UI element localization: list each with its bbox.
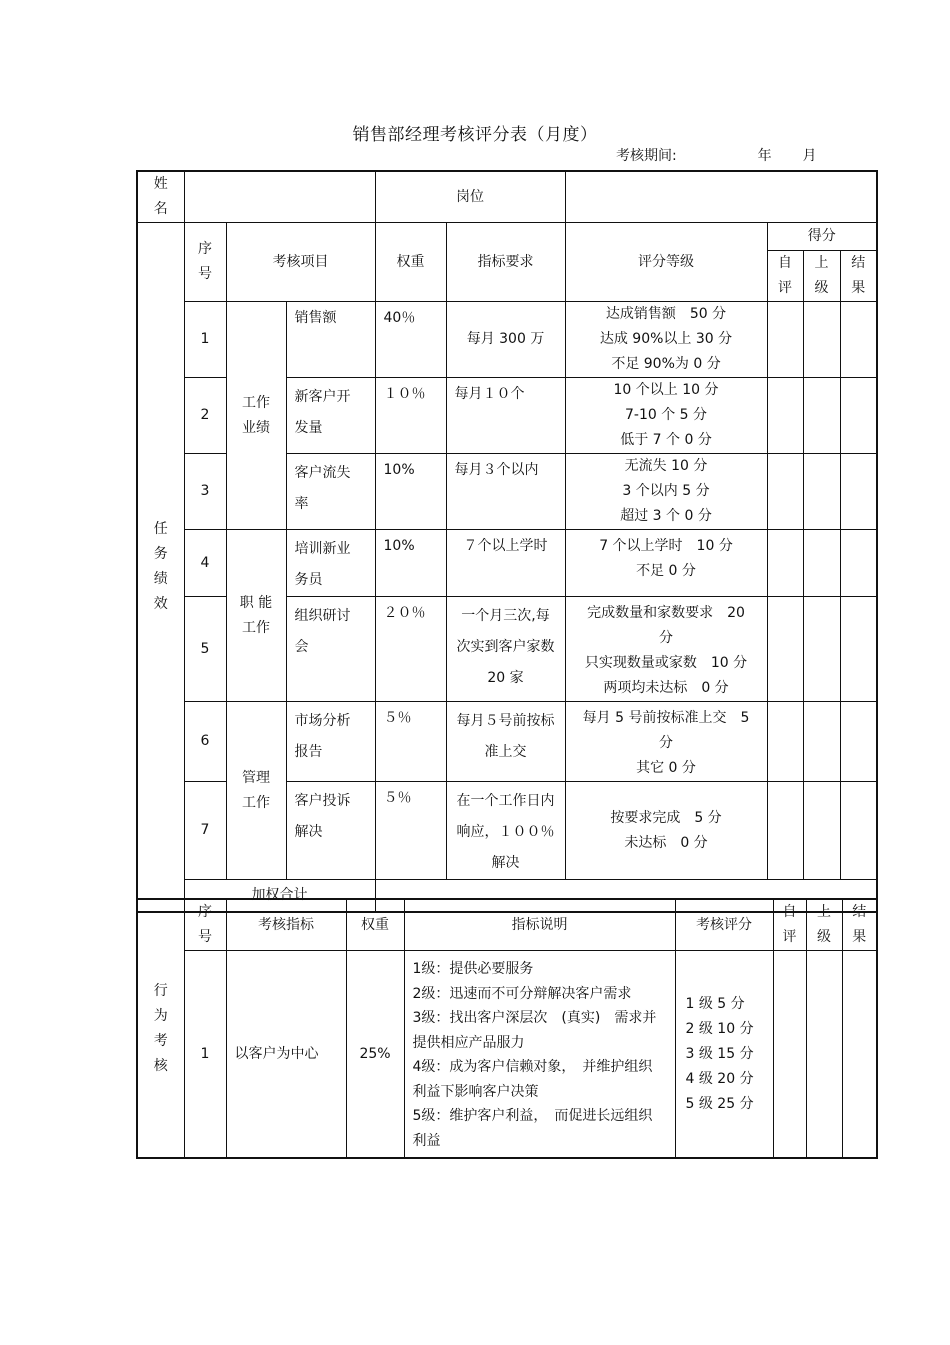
position-label: 岗位 [375,171,565,223]
score-result[interactable] [840,530,877,597]
row-item: 市场分析报告 [286,702,375,782]
col-grade: 评分等级 [565,223,767,302]
score-self[interactable] [767,302,803,378]
score-self[interactable] [767,454,803,530]
col-requirement: 指标要求 [446,223,565,302]
col-item: 考核项目 [226,223,375,302]
row-indicator: 以客户为中心 [226,951,346,1159]
row-item: 培训新业务员 [286,530,375,597]
score-superior[interactable] [803,302,840,378]
position-field[interactable] [565,171,877,223]
row-seq: 3 [184,454,226,530]
table-row [137,951,877,1159]
row-seq: 7 [184,782,226,880]
col-score: 得分 [767,223,877,251]
row-grade: 无流失 10 分 3 个以内 5 分 超过 3 个 0 分 [565,454,767,530]
score-superior[interactable] [803,378,840,454]
row-weight: ２０％ [375,597,446,702]
name-field[interactable] [184,171,375,223]
col-seq: 序号 [184,899,226,951]
col-result: 结果 [842,899,877,951]
row-requirement: 每月 300 万 [446,302,565,378]
row-grade: 完成数量和家数要求 20 分 只实现数量或家数 10 分 两项均未达标 0 分 [565,597,767,702]
row-seq: 1 [184,951,226,1159]
score-result[interactable] [840,302,877,378]
col-indicator: 考核指标 [226,899,346,951]
behavior-section-label: 行为考核 [137,899,184,1158]
row-weight: 10% [375,454,446,530]
assessment-period [616,145,817,165]
col-superior: 上级 [803,251,840,302]
row-weight: 10% [375,530,446,597]
row-item: 客户投诉解决 [286,782,375,880]
score-self[interactable] [767,378,803,454]
col-self: 自评 [767,251,803,302]
col-weight: 权重 [375,223,446,302]
col-superior: 上级 [806,899,842,951]
row-seq: 5 [184,597,226,702]
score-result[interactable] [842,951,877,1159]
score-result[interactable] [840,454,877,530]
task-performance-table [136,170,878,913]
row-item: 销售额 [286,302,375,378]
row-weight: ５％ [375,782,446,880]
row-seq: 4 [184,530,226,597]
col-seq: 序号 [184,223,226,302]
table-row [137,302,877,378]
score-self[interactable] [767,702,803,782]
group-label: 职 能工作 [226,530,286,702]
name-label: 姓名 [137,171,184,223]
period-year: 年 [757,148,772,164]
score-superior[interactable] [803,782,840,880]
col-result: 结果 [840,251,877,302]
row-grade: 达成销售额 50 分 达成 90%以上 30 分 不足 90%为 0 分 [565,302,767,378]
row-requirement: 在一个工作日内响应，１００％解决 [446,782,565,880]
row-seq: 6 [184,702,226,782]
row-requirement: ７个以上学时 [446,530,565,597]
score-self[interactable] [767,597,803,702]
score-superior[interactable] [803,597,840,702]
row-seq: 2 [184,378,226,454]
row-seq: 1 [184,302,226,378]
row-weight: １０％ [375,378,446,454]
page-title: 销售部经理考核评分表（月度） [352,125,598,145]
row-requirement: 每月１０个 [446,378,565,454]
score-result[interactable] [840,597,877,702]
group-label: 工作业绩 [226,302,286,530]
table-row [137,702,877,782]
task-section-label: 任务绩效 [137,223,184,912]
score-superior[interactable] [803,702,840,782]
row-requirement: 一个月三次,每次实到客户家数 20 家 [446,597,565,702]
row-item: 新客户开发量 [286,378,375,454]
row-description: 1级：提供必要服务 2级：迅速而不可分辩解决客户需求 3级：找出客户深层次 (真实) 需求并提供相应产品服力 4级：成为客户信赖对象， 并维护组织利益下影响客户决策 5级：维护客户利益， 而促进长远组织利益 [404,951,675,1159]
row-weight: 40％ [375,302,446,378]
period-month: 月 [802,148,817,164]
score-result[interactable] [840,378,877,454]
score-superior[interactable] [803,530,840,597]
period-label: 考核期间: [616,148,677,164]
row-item: 组织研讨会 [286,597,375,702]
score-result[interactable] [840,782,877,880]
row-grade: 7 个以上学时 10 分 不足 0 分 [565,530,767,597]
behavior-table [136,898,878,1159]
table-row [137,530,877,597]
row-item: 客户流失率 [286,454,375,530]
score-self[interactable] [767,530,803,597]
row-requirement: 每月３个以内 [446,454,565,530]
score-superior[interactable] [806,951,842,1159]
score-superior[interactable] [803,454,840,530]
col-weight: 权重 [346,899,404,951]
col-description: 指标说明 [404,899,675,951]
row-requirement: 每月５号前按标准上交 [446,702,565,782]
col-assessment-score: 考核评分 [675,899,773,951]
row-levels: 1 级 5 分 2 级 10 分 3 级 15 分 4 级 20 分 5 级 25 分 [675,951,773,1159]
row-weight: 25% [346,951,404,1159]
score-self[interactable] [773,951,806,1159]
row-grade: 每月 5 号前按标准上交 5 分 其它 0 分 [565,702,767,782]
row-grade: 按要求完成 5 分 未达标 0 分 [565,782,767,880]
score-self[interactable] [767,782,803,880]
row-weight: ５％ [375,702,446,782]
row-grade: 10 个以上 10 分 7-10 个 5 分 低于 7 个 0 分 [565,378,767,454]
col-self: 自评 [773,899,806,951]
total-label: 加权合计 [184,880,375,912]
score-result[interactable] [840,702,877,782]
group-label: 管理工作 [226,702,286,880]
